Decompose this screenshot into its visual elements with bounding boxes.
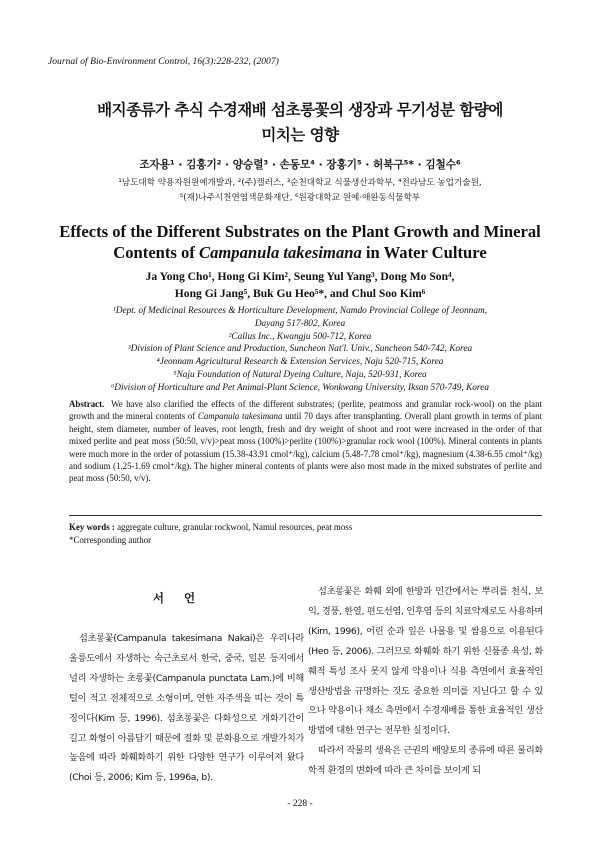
english-authors-line-2: Hong Gi Jang⁵, Buk Gu Heo⁵*, and Chul Soo Kim⁶ [174, 286, 426, 300]
body-paragraph: 섬초롱꽃은 화훼 외에 한방과 민간에서는 뿌리를 천식, 보익, 경풍, 한열, 편도선염, 인후염 등의 치료약재로도 사용하며(Kim, 1996), 어린 순과 잎은 나물용 및 쌈용으로 이용된다(Heo 등, 2006). 그러므로 화훼화 하기 위한 신품종 육성, 화훼적 특성 조사 못지 않게 약용이나 식용 측면에서 효율적인 생산방법을 규명하는 것도 중요한 의미를 지닌다고 할 수 있으나 약용이나 채소 측면에서 수경재배를 통한 효율적인 생산방법에 대한 연구는 전무한 실정이다. [308, 586, 543, 737]
body-column-left [69, 629, 304, 788]
abstract-text: We have also clarified the effects of the different substrates; (perlite, peatmoss and granular rock-wool) on the plant growth and the mineral contents of [69, 399, 542, 422]
abstract-text: until 70 days after transplanting. Overall plant growth in terms of plant height, stem diameter, number of leaves, root length, fresh and dry weight of shoot and root were increased in the order of that mixed perlite and peat moss (50:50, v/v)>peat moss (100%)>perlite (100%)>granular rock wool (100%). Mineral contents in plants were much more in the order of potassium (15.38-43.91 cmol⁺/kg), calcium (5.48-7.78 cmol⁺/kg), magnesium (4.38-6.55 cmol⁺/kg) and sodium (1.25-1.69 cmol⁺/kg). The higher mineral contents of plants were also most made in the mixed substrates of perlite and peat moss (50:50, v/v). [69, 411, 542, 484]
affiliation-line: ⁴Jeonnam Agricultural Research & Extension Services, Naju 520-715, Korea [156, 357, 444, 368]
affiliation-line: ¹Dept. of Medicinal Resources & Horticulture Development, Namdo Provincial College of Jeonnam, [112, 306, 488, 316]
korean-title-line-2: 미치는 영향 [261, 126, 339, 144]
journal-citation: Journal of Bio-Environment Control, 16(3):228-232, (2007) [48, 56, 279, 67]
affiliation-line: ²Callus Inc., Kwangju 500-712, Korea [228, 331, 372, 342]
affiliation-line: ³Division of Plant Science and Production, Suncheon Nat'l. Univ., Suncheon 540-742, Korea [127, 344, 473, 355]
species-name: Campanula takesimana [197, 411, 283, 422]
korean-affiliation-line: ¹남도대학 약용자원원예개발과, ²(주)캘러스, ³순천대학교 식물생산과학부, ⁴전라남도 농업기술원, [118, 178, 482, 188]
affiliation-line: ⁵Naju Foundation of Natural Dyeing Culture, Naju, 520-931, Korea [173, 369, 427, 380]
korean-title-line-1: 배지종류가 추식 수경재배 섬초롱꽃의 생장과 무기성분 함량에 [97, 101, 503, 119]
english-title-text: in Water Culture [361, 243, 487, 262]
english-affiliations [0, 305, 600, 395]
english-title-text: Contents of [113, 243, 200, 262]
species-name: Campanula takesimana [199, 243, 362, 262]
corresponding-author-note: *Corresponding author [69, 534, 152, 545]
english-title-line-2 [0, 242, 600, 263]
affiliation-line: ⁶Division of Horticulture and Pet Animal-Plant Science, Wonkwang University, Iksan 570-749, Korea [111, 382, 489, 393]
affiliation-line: Dayang 517-802, Korea [254, 318, 346, 329]
english-authors [0, 269, 600, 302]
section-heading: 서 언 [152, 591, 204, 605]
english-title [0, 221, 600, 263]
keywords [69, 521, 542, 534]
keywords-label: Key words : [69, 522, 115, 532]
keywords-top-rule [69, 515, 542, 516]
english-authors-line-1: Ja Yong Cho¹, Hong Gi Kim², Seung Yul Yang³, Dong Mo Son⁴, [145, 270, 455, 283]
korean-affiliations [0, 176, 600, 206]
abstract-label: Abstract. [69, 399, 105, 409]
korean-affiliation-line: ⁵(재)나주시천연염색문화재단, ⁶원광대학교 원예·애완동식물학부 [179, 193, 421, 203]
body-column-right [308, 582, 543, 781]
page-number: - 228 - [287, 799, 313, 809]
korean-title [0, 98, 600, 148]
abstract [69, 398, 542, 485]
english-title-line-1: Effects of the Different Substrates on the Plant Growth and Mineral [59, 222, 541, 241]
body-paragraph: 섬초롱꽃(Campanula takesimana Nakai)은 우리나라 울릉도에서 자생하는 숙근초로서 한국, 중국, 일본 등지에서 널리 자생하는 초롱꽃(Campanula punctata Lam.)에 비해 털이 적고 전체적으로 소형이며, 연한 자주색을 띠는 것이 특징이다(Kim 등, 1996). 섬초롱꽃은 다화성으로 개화기간이 길고 화형이 아름답기 때문에 절화 및 분화용으로 개발가치가 높음에 따라 화훼화하기 위한 다양한 연구가 이루어져 왔다(Choi 등, 2006; Kim 등, 1996a, b). [69, 633, 304, 784]
keywords-block [69, 521, 542, 546]
body-paragraph: 따라서 작물의 생육은 근권의 배양토의 종류에 따른 물리화학적 환경의 변화에 따라 큰 차이를 보이게 되 [308, 745, 543, 777]
korean-authors: 조자용¹ · 김홍기² · 양승렬³ · 손동모⁴ · 장홍기⁵ · 허북구⁵* · 김철수⁶ [139, 159, 461, 171]
keywords-text: aggregate culture, granular rockwool, Namul resources, peat moss [114, 522, 353, 532]
